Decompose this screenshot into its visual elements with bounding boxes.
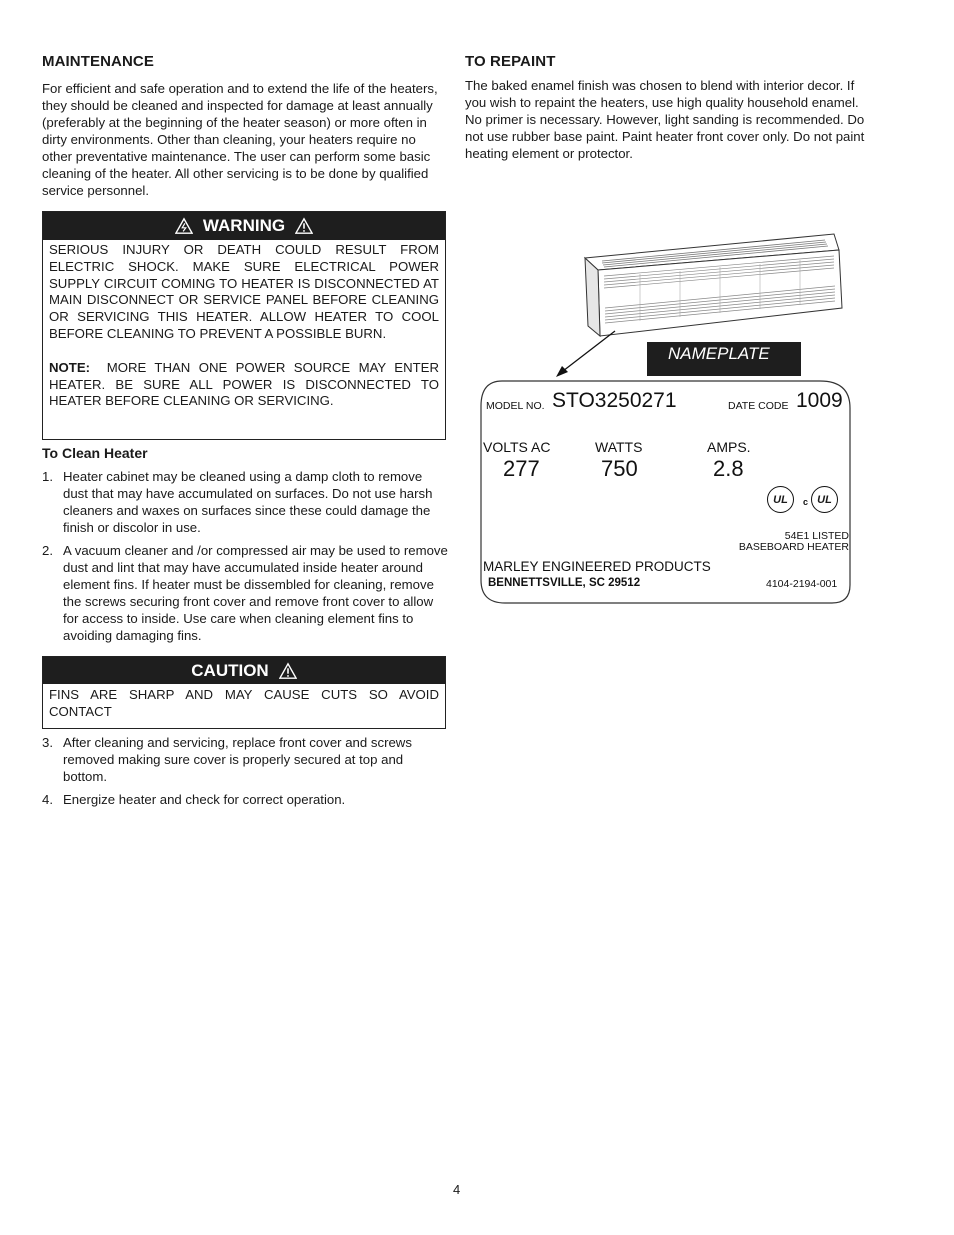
company-name: MARLEY ENGINEERED PRODUCTS <box>483 559 711 574</box>
step-number: 2. <box>42 543 53 558</box>
volts-label: VOLTS AC <box>483 439 551 455</box>
watts-value: 750 <box>601 456 638 481</box>
exclamation-warning-icon <box>295 217 313 235</box>
date-code-label: DATE CODE <box>728 400 789 412</box>
amps-label: AMPS. <box>707 439 751 455</box>
warning-note-label: NOTE: <box>49 359 91 375</box>
shock-warning-icon <box>175 217 193 235</box>
warning-body <box>43 240 445 420</box>
watts-label: WATTS <box>595 439 643 455</box>
listing-number: 54E1 LISTED <box>784 530 849 542</box>
caution-box <box>42 656 446 729</box>
caution-title: CAUTION <box>191 660 269 680</box>
warning-note-text: MORE THAN ONE POWER SOURCE MAY ENTER HEATER. BE SURE ALL POWER IS DISCONNECTED TO HEATER BEFORE CLEANING OR SERVICING. <box>49 359 439 409</box>
company-city: BENNETTSVILLE, SC 29512 <box>488 577 641 589</box>
volts-value: 277 <box>503 456 540 481</box>
clean-steps-list-2 <box>42 734 448 808</box>
date-code-value: 1009 <box>796 389 843 412</box>
listing-category: BASEBOARD HEATER <box>738 541 849 553</box>
ul-listed-mark: UL <box>767 486 794 513</box>
maintenance-paragraph: For efficient and safe operation and to extend the life of the heaters, they should be cleaned and inspected for damage at least annually (preferably at the beginning of the heater season) or more often in dirty environments. Other than cleaning, your heaters require no other preventative maintenance. The user can perform some basic cleaning of the heater. All other servicing is to be done by qualified service personnel. <box>42 81 438 198</box>
list-item <box>42 734 448 785</box>
nameplate <box>480 380 851 604</box>
step-number: 4. <box>42 792 53 807</box>
cul-listed-mark: UL <box>811 486 838 513</box>
step-text: Energize heater and check for correct operation. <box>63 792 346 807</box>
step-text: Heater cabinet may be cleaned using a damp cloth to remove dust that may have accumulated on surfaces. Do not use harsh cleaners and waxes on surfaces since these could damage the finish or discolor in use. <box>63 469 433 535</box>
page-number: 4 <box>453 1182 461 1197</box>
caution-header <box>43 657 445 684</box>
step-text: A vacuum cleaner and /or compressed air may be used to remove dust and lint that may have accumulated inside heater around element fins. If heater must be dissembled for cleaning, remove the screws securing front cover and remove front cover to allow for access to inside. Use care when cleaning element fins to avoiding damaging fins. <box>63 543 448 643</box>
repaint-paragraph: The baked enamel finish was chosen to blend with interior decor. If you wish to repaint the heaters, use high quality household enamel. No primer is necessary. However, light sanding is recommended. Do not use rubber base paint. Paint heater front cover only. Do not paint heating element or protector. <box>465 78 865 161</box>
canada-mark: c <box>803 497 809 507</box>
nameplate-callout: NAMEPLATE <box>647 342 801 376</box>
step-number: 3. <box>42 735 53 750</box>
warning-note <box>49 360 439 410</box>
model-value: STO3250271 <box>552 389 677 412</box>
repaint-heading: TO REPAINT <box>465 53 556 70</box>
clean-steps-list-1 <box>42 468 448 644</box>
warning-header <box>43 212 445 240</box>
caution-text: FINS ARE SHARP AND MAY CAUSE CUTS SO AVOID CONTACT <box>49 687 439 719</box>
maintenance-heading: MAINTENANCE <box>42 53 154 70</box>
exclamation-warning-icon <box>279 662 297 680</box>
warning-text: SERIOUS INJURY OR DEATH COULD RESULT FROM ELECTRIC SHOCK. MAKE SURE ELECTRICAL POWER SUPPLY CIRCUIT COMING TO HEATER IS DISCONNECTED AT MAIN DISCONNECT OR SERVICE PANEL BEFORE CLEANING OR SERVICING THIS HEATER. ALLOW HEATER TO COOL BEFORE CLEANING TO PREVENT A POSSIBLE BURN. <box>49 242 439 341</box>
list-item <box>42 468 448 536</box>
warning-box <box>42 211 446 440</box>
list-item <box>42 791 448 808</box>
step-text: After cleaning and servicing, replace front cover and screws removed making sure cover is properly secured at top and bottom. <box>63 735 412 784</box>
list-item <box>42 542 448 644</box>
amps-value: 2.8 <box>713 456 744 481</box>
part-number: 4104-2194-001 <box>766 578 838 590</box>
warning-title: WARNING <box>202 216 286 235</box>
step-number: 1. <box>42 469 53 484</box>
model-label: MODEL NO. <box>486 400 545 412</box>
clean-heater-heading: To Clean Heater <box>42 445 148 461</box>
